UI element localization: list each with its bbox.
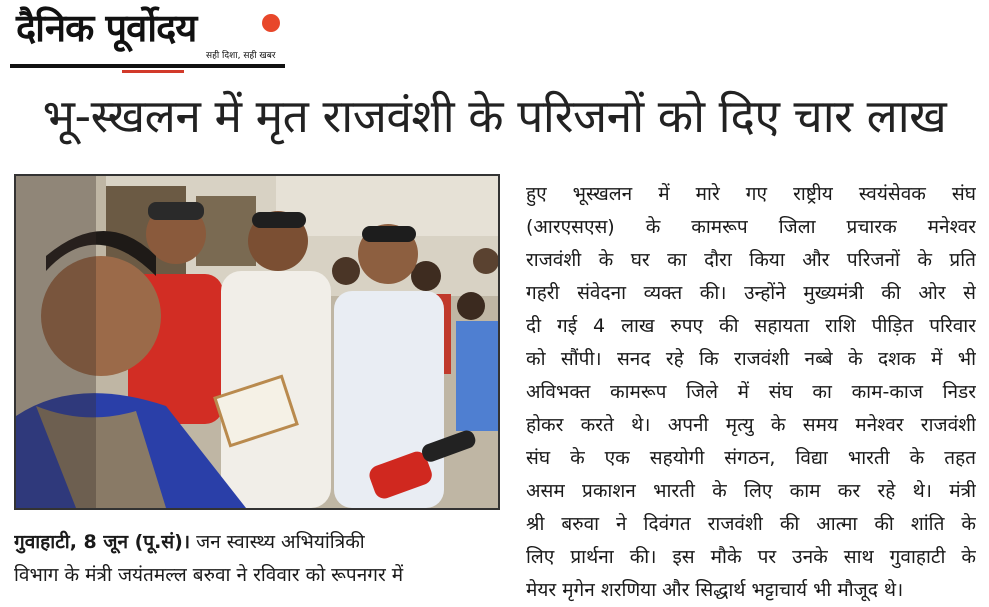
dateline-lead: गुवाहाटी, 8 जून (पू.सं)। — [14, 531, 191, 553]
body-line: अविभक्त कामरूप जिले में संघ का काम-काज निडर — [526, 381, 976, 403]
dateline-line-2: विभाग के मंत्री जयंतमल्ल बरुवा ने रविवार को रूपनगर में — [14, 564, 404, 586]
masthead-accent-line — [122, 70, 184, 73]
news-photo — [14, 174, 500, 510]
dateline-text: जन स्वास्थ्य अभियांत्रिकी — [190, 531, 365, 553]
body-line: होकर करते थे। अपनी मृत्यु के समय मनेश्वर राजवंशी — [526, 414, 976, 436]
body-line: असम प्रकाशन भारती के लिए काम कर रहे थे। मंत्री — [526, 480, 976, 502]
body-line: हुए भूस्खलन में मारे गए राष्ट्रीय स्वयंसेवक संघ — [526, 183, 976, 205]
body-line: संघ के एक सहयोगी संगठन, विद्या भारती के तहत — [526, 447, 976, 469]
photo-illustration — [16, 176, 498, 508]
body-line: श्री बरुवा ने दिवंगत राजवंशी की आत्मा की शांति के — [526, 513, 976, 535]
body-line: गहरी संवेदना व्यक्त की। उन्होंने मुख्यमंत्री की ओर से — [526, 282, 976, 304]
article-body-column — [526, 178, 976, 607]
masthead — [10, 4, 290, 74]
newspaper-tagline: सही दिशा, सही खबर — [206, 51, 276, 61]
newspaper-logo-title: दैनिक पूर्वोदय — [16, 6, 197, 50]
body-line: (आरएसएस) के कामरूप जिला प्रचारक मनेश्वर — [526, 216, 976, 238]
article-headline: भू-स्खलन में मृत राजवंशी के परिजनों को दिए चार लाख — [42, 89, 947, 143]
article-dateline-block — [14, 526, 504, 592]
dateline-line-1 — [14, 526, 504, 559]
body-line: राजवंशी के घर का दौरा किया और परिजनों के प्रति — [526, 249, 976, 271]
masthead-rule — [10, 64, 285, 68]
body-line: मेयर मृगेन शरणिया और सिद्धार्थ भट्टाचार्य भी मौजूद थे। — [526, 579, 904, 601]
body-line: लिए प्रार्थना की। इस मौके पर उनके साथ गुवाहाटी के — [526, 546, 976, 568]
logo-dot-icon — [262, 14, 280, 32]
body-line: दी गई 4 लाख रुपए की सहायता राशि पीड़ित परिवार — [526, 315, 976, 337]
body-line: को सौंपी। सनद रहे कि राजवंशी नब्बे के दशक में भी — [526, 348, 976, 370]
